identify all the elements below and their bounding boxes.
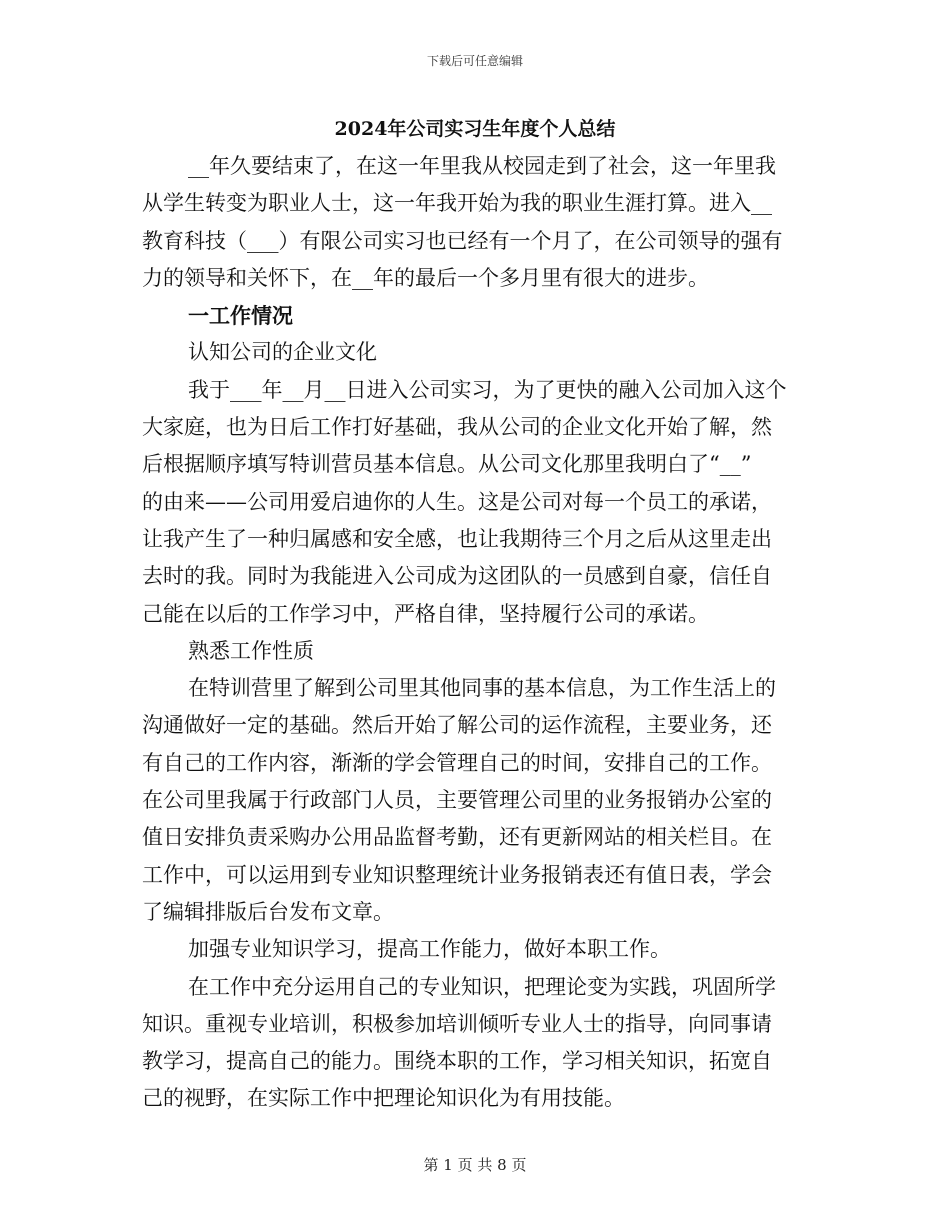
page-header-note: 下载后可任意编辑 bbox=[426, 54, 523, 68]
text-line: 大家庭，也为日后工作打好基础，我从公司的企业文化开始了解，然 bbox=[142, 415, 772, 440]
document-title: 2024年公司实习生年度个人总结 bbox=[334, 118, 616, 140]
document-body bbox=[142, 110, 808, 1118]
text-line: 的由来——公司用爱启迪你的人生。这是公司对每一个员工的承诺， bbox=[142, 489, 772, 514]
text-line: 值日安排负责采购办公用品监督考勤，还有更新网站的相关栏目。在 bbox=[142, 825, 772, 850]
text-line: 沟通做好一定的基础。然后开始了解公司的运作流程，主要业务，还 bbox=[142, 713, 772, 738]
text-line: 己的视野，在实际工作中把理论知识化为有用技能。 bbox=[142, 1086, 625, 1111]
section-heading: 一工作情况 bbox=[188, 303, 293, 329]
page-number: 第 1 页 共 8 页 bbox=[423, 1156, 527, 1174]
text-line: 熟悉工作性质 bbox=[188, 638, 314, 663]
text-lines bbox=[142, 148, 808, 1118]
text-line: 力的领导和关怀下，在__年的最后一个多月里有很大的进步。 bbox=[142, 265, 709, 290]
text-line: 从学生转变为职业人士，这一年我开始为我的职业生涯打算。进入__ bbox=[142, 191, 772, 216]
text-line: __年久要结束了，在这一年里我从校园走到了社会，这一年里我 bbox=[188, 154, 776, 178]
text-line: 教育科技（___）有限公司实习也已经有一个月了，在公司领导的强有 bbox=[142, 228, 783, 253]
text-line: 在公司里我属于行政部门人员，主要管理公司里的业务报销办公室的 bbox=[142, 788, 772, 813]
text-line: 后根据顺序填写特训营员基本信息。从公司文化那里我明白了“__” bbox=[142, 452, 752, 477]
text-line: 在特训营里了解到公司里其他同事的基本信息，为工作生活上的 bbox=[188, 676, 776, 701]
text-line: 教学习，提高自己的能力。围绕本职的工作，学习相关知识，拓宽自 bbox=[142, 1049, 772, 1074]
text-line: 己能在以后的工作学习中，严格自律，坚持履行公司的承诺。 bbox=[142, 601, 709, 626]
text-line: 去时的我。同时为我能进入公司成为这团队的一员感到自豪，信任自 bbox=[142, 564, 772, 589]
text-line: 在工作中充分运用自己的专业知识，把理论变为实践，巩固所学 bbox=[188, 974, 776, 999]
text-line: 了编辑排版后台发布文章。 bbox=[142, 899, 394, 924]
text-line: 我于___年__月__日进入公司实习，为了更快的融入公司加入这个 bbox=[188, 377, 787, 402]
text-line: 有自己的工作内容，渐渐的学会管理自己的时间，安排自己的工作。 bbox=[142, 750, 772, 775]
text-line: 知识。重视专业培训，积极参加培训倾听专业人士的指导，向同事请 bbox=[142, 1011, 772, 1036]
text-line: 认知公司的企业文化 bbox=[188, 340, 377, 365]
text-line: 让我产生了一种归属感和安全感，也让我期待三个月之后从这里走出 bbox=[142, 526, 772, 551]
text-line: 工作中，可以运用到专业知识整理统计业务报销表还有值日表，学会 bbox=[142, 862, 772, 887]
text-line: 加强专业知识学习，提高工作能力，做好本职工作。 bbox=[188, 937, 671, 962]
